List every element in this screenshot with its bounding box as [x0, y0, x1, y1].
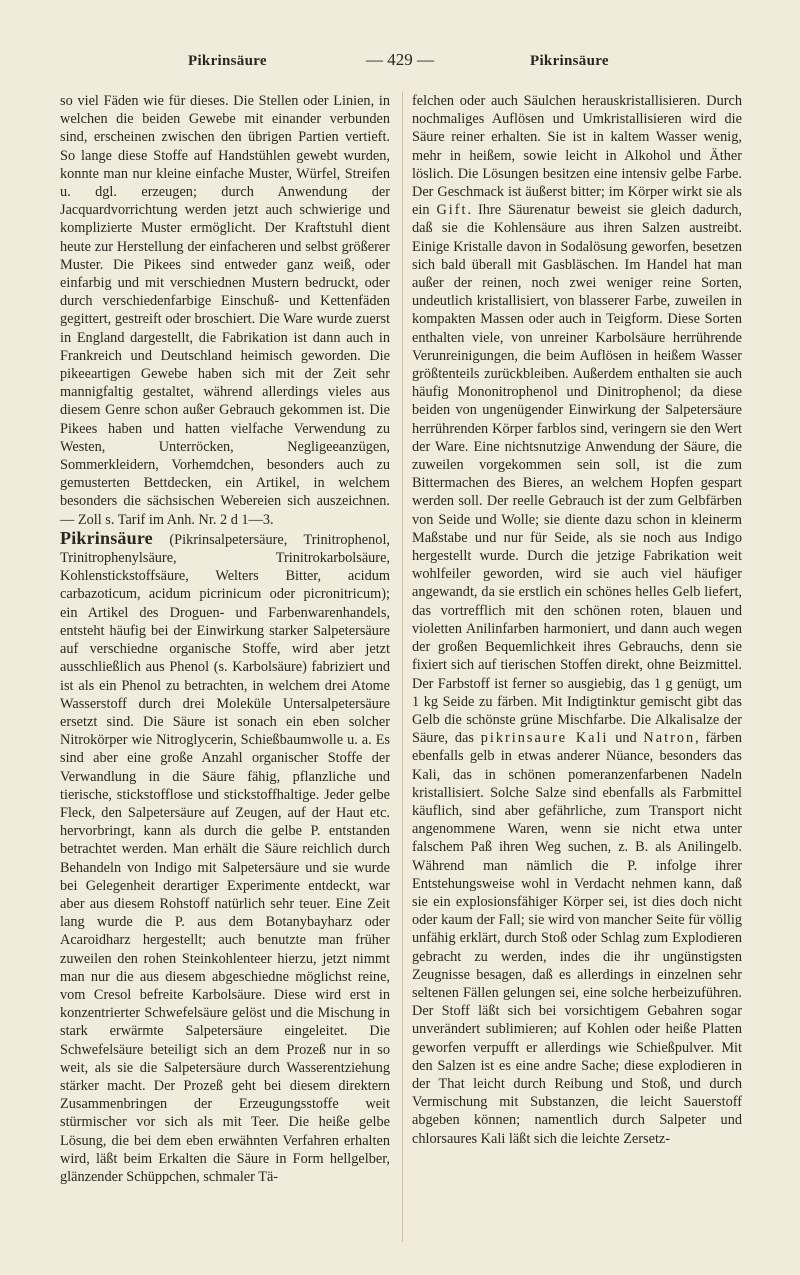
entry-pikrinsaeure [60, 529, 390, 1186]
entry-text: (Pikrinsalpetersäure, Trinitrophenol, Trinitrophenylsäure, Trinitrokarbolsäure, Kohlenstickstoffsäure, Welters Bitter, acidum carbazoticum, acidum picrinicum oder picronitricum); ein Artikel des Droguen- und Farbenwarenhandels, entsteht häufig bei der Einwirkung starker Salpetersäure auf verschiedne organische Stoffe, wird aber jetzt ausschließlich aus Phenol (s. Karbolsäure) fabriziert und ist als ein Phenol zu betrachten, in welchem drei Atome Wasserstoff durch drei Moleküle Untersalpetersäure ersetzt sind. Die Säure ist sonach ein eben solcher Nitrokörper wie Nitroglycerin, Schießbaumwolle u. a. Es sind aber eine große Anzahl organischer Stoffe der Verwandlung in die Säure fähig, pflanzliche und tierische, stickstofflose und stickstoffhaltige. Jeder gelbe Fleck, den Salpetersäure auf Zeugen, auf der Haut etc. hervorbringt, kann als durch die gelbe P. entstanden betrachtet werden. Man erhält die Säure reichlich durch Behandeln von Indigo mit Salpetersäure und sie wurde bei Gelegenheit derartiger Experimente entdeckt, war aber aus diesem Rohstoff natürlich sehr teuer. Eine Zeit lang wurde die P. aus dem Botanybayharz oder Acaroidharz hergestellt; auch benutzte man früher zuweilen den rohen Steinkohlenteer hierzu, jetzt nimmt man nur die aus diesem abgeschiedne möglichst reine, vom Cresol befreite Karbolsäure. Diese wird erst in konzentrierter Schwefelsäure gelöst und die Mischung in stark erwärmte Salpetersäure eingeleitet. Die Schwefelsäure beteiligt sich an dem Prozeß nur in so weit, als sie die Salpetersäure durch Wasserentziehung stärker macht. Der Prozeß geht bei diesem direktern Zusammenbringen der Erzeugungsstoffe weit stürmischer vor sich als mit Teer. Die heiße gelbe Lösung, die bei dem eben erwähnten Verfahren erhalten wird, läßt beim Erkalten die Säure in Form hellgelber, glänzender Schüppchen, schmaler Tä- [60, 531, 390, 1185]
spaced-term-natron: Natron [643, 730, 696, 747]
entry-keyword: Pikrinsäure [60, 527, 153, 548]
previous-entry-continuation: so viel Fäden wie für dieses. Die Stellen oder Linien, in welchen die beiden Gewebe mit einander verbunden sind, erscheinen zwischen den übrigen Partien vertieft. So lange diese Stoffe auf Handstühlen gewebt wurden, konnte man nur kleine einfache Muster, Würfel, Streifen u. dgl. erzeugen; durch Anwendung der Jacquardvorrichtung werden jetzt auch schwierige und komplizierte Muster ermöglicht. Der Kraftstuhl dient heute zur Herstellung der einfacheren und selbst größerer Muster. Die Pikees sind entweder ganz weiß, oder einfarbig und mit verschiednen Mustern bedruckt, oder durch verschiedenfarbige Einschuß- und Kettenfäden gegittert, gestreift oder broschiert. Die Ware wurde zuerst in England dargestellt, die Fabrikation ist dann auch in Frankreich und Deutschland heimisch geworden. Die pikeeartigen Gewebe haben sich mit der Zeit sehr mannigfaltig gestaltet, während allerdings vieles aus diesem Genre schon außer Gebrauch gekommen ist. Die Pikees haben und hatten vielfache Verwendung zu Westen, Unterröcken, Negligeeanzügen, Sommerkleidern, Vorhemdchen, besonders auch zu gemusterten Bettdecken, ein Artikel, in welchem besonders die sächsischen Webereien sich auszeichnen. — Zoll s. Tarif im Anh. Nr. 2 d 1—3. [60, 93, 390, 528]
header-right-catchword: Pikrinsäure [530, 53, 609, 69]
text-run: , färben ebenfalls gelb in etwas anderer Nüance, besonders das Kali, das in schönen pomeranzenfarbenen Nadeln kristallisiert. Solche Salze sind ebenfalls als Farbmittel käuflich, sind aber gefährliche, zum Transport nicht angenommene Waren, wenn sie nicht etwa unter falschem Paß ihren Weg suchen, z. B. als Anilingelb. Während man nämlich die P. infolge ihrer Entstehungsweise wohl in Verdacht nehmen kann, daß sie ein explosionsfähiger Körper sei, ist dies doch nicht oder kaum der Fall; sie wird von mancher Seite für völlig unfähig erklärt, durch Stoß oder Schlag zum Explodieren gebracht zu werden, indes die ihr ungünstigsten Zeugnisse besagen, daß es allerdings in einzelnen sehr seltenen Fällen gelungen sei, eine solche herbeizuführen. Der Stoff läßt sich bei vorsichtigem Gebahren sogar unverändert sublimieren; auf Kohlen oder heiße Platten geworfen verpufft er allerdings wie Schießpulver. Mit den Salzen ist es eine andre Sache; diese explodieren in der That leicht durch Reibung und Stoß, und durch Vermischung mit Substanzen, die leicht Sauerstoff abgeben können; namentlich durch Salpeter und chlorsaures Kali läßt sich die leichte Zersetz- [412, 730, 742, 1147]
page-number: — 429 — [366, 50, 434, 69]
entry-continuation [412, 92, 742, 1148]
header-left-catchword: Pikrinsäure [188, 53, 267, 69]
text-run: und [608, 730, 644, 747]
right-column [412, 92, 742, 1148]
spaced-term-pikrinsaure-kali: pikrinsaure Kali [480, 730, 609, 747]
spaced-term-gift: Gift [436, 202, 468, 219]
running-header [60, 50, 740, 73]
text-run: . Ihre Säurenatur beweist sie gleich dadurch, daß sie die Kohlensäure aus ihren Salzen austreibt. Einige Kristalle davon in Sodalösung geworfen, besetzen sich bald überall mit Gasbläschen. Im Handel hat man außer der reinen, noch zwei weniger reine Sorten, undeutlich kristallisiert, von blasserer Farbe, zuweilen in kompakten Massen oder auch in Teigform. Diese Sorten enthalten viele, von unreiner Karbolsäure herrührende Verunreinigungen, die beim Auflösen in heißem Wasser größtenteils zurückbleiben. Außerdem enthalten sie auch häufig Mononitrophenol und Dinitrophenol; da diese beiden von ungenügender Einwirkung der Salpetersäure herrührenden Körper farblos sind, veringern sie den Wert der Ware. Eine nichtsnutzige Anwendung der Säure, die zuweilen vorgekommen sein soll, ist die zum Bittermachen des Bieres, an welchem Hopfen gespart werden soll. Der reelle Gebrauch ist der zum Gelbfärben von Seide und Wolle; sie diente dazu schon in kleinerm Maßstabe und nur für Seide, als sie noch aus Indigo hergestellt wurde. Durch die jetzige Fabrikation weit wohlfeiler geworden, wird sie auch viel häufiger angewandt, da sie erstlich ein schönes helles Gelb liefert, das vortrefflich mit den schönen roten, blauen und violetten Anilinfarben harmoniert, und dann auch wegen der großen Bequemlichkeit ihres Gebrauchs, denn sie fixiert sich auf tierischen Stoffen direkt, ohne Beizmittel. Der Farbstoff ist ferner so ausgiebig, das 1 g genügt, um 1 kg Seide zu färben. Mit Indigtinktur gemischt gibt das Gelb die schönste grüne Mischfarbe. Die Alkalisalze der Säure, das [412, 202, 742, 747]
column-divider [402, 92, 403, 1242]
left-column [60, 92, 390, 1186]
text-run: felchen oder auch Säulchen herauskristallisieren. Durch nochmaliges Auflösen und Umkristallisieren wird die Säure reiner erhalten. Sie ist in kaltem Wasser wenig, mehr in heißem, sowie leicht in Alkohol und Äther löslich. Die Lösungen besitzen eine intensiv gelbe Farbe. Der Geschmack ist äußerst bitter; im Körper wirkt sie als ein [412, 93, 742, 219]
